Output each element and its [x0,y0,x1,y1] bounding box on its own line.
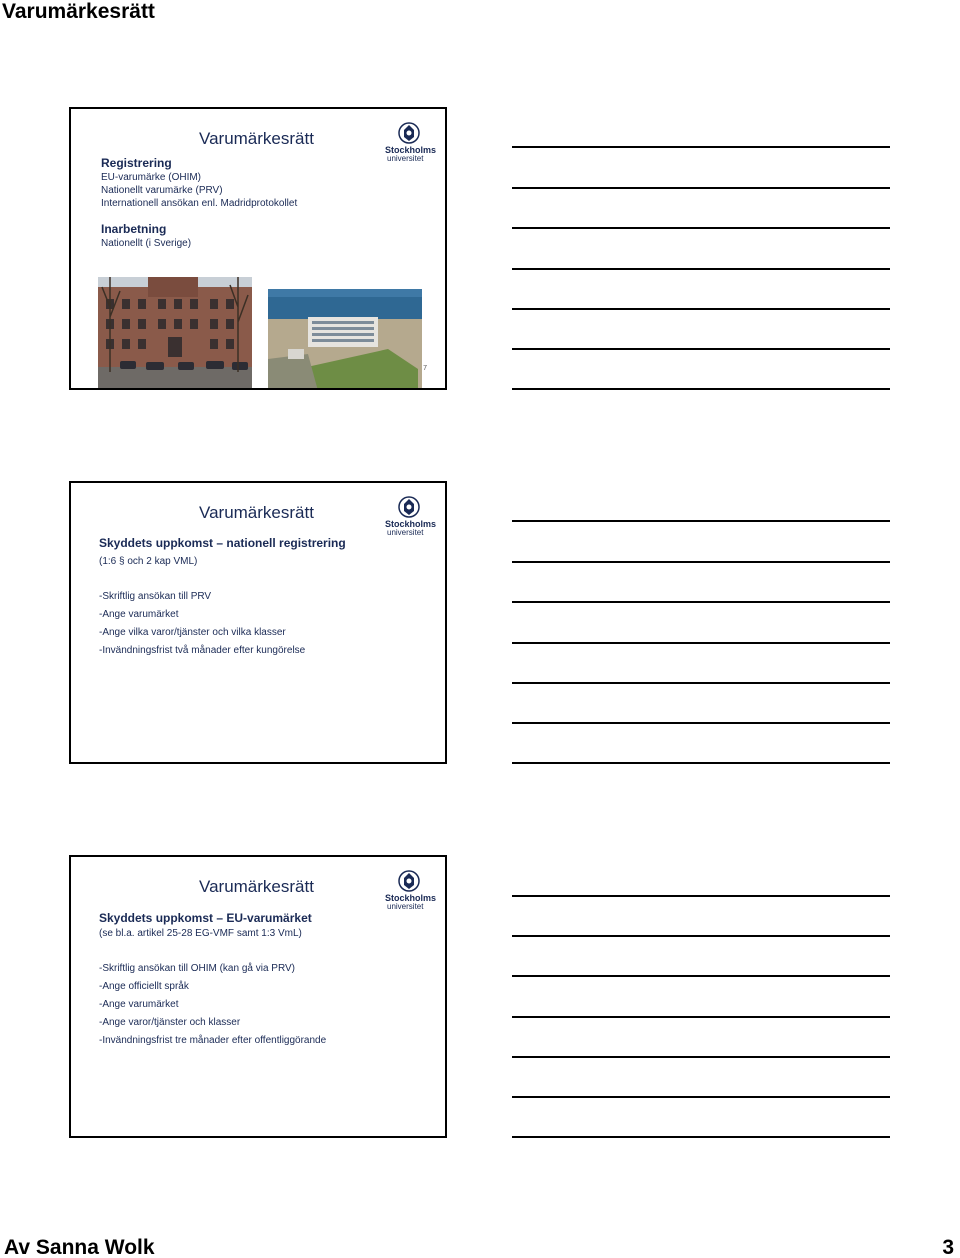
slide-heading: Skyddets uppkomst – nationell registrering [99,536,346,550]
list-item: -Skriftlig ansökan till PRV [99,591,212,602]
crest-icon [397,495,421,521]
page-title: Varumärkesrätt [2,0,155,23]
list-item: -Invändningsfrist tre månader efter offentliggörande [99,1035,327,1046]
note-line [512,146,890,148]
section-line: Internationell ansökan enl. Madridprotokollet [101,198,298,209]
section-line: EU-varumärke (OHIM) [101,172,202,183]
slide-heading: Skyddets uppkomst – EU-varumärket [99,911,312,925]
slide-title: Varumärkesrätt [199,503,314,522]
slide-subtext: (se bl.a. artikel 25-28 EG-VMF samt 1:3 VmL) [99,928,302,939]
note-line [512,762,890,764]
logo-name: Stockholms [385,145,437,155]
list-item: -Ange varor/tjänster och klasser [99,1017,241,1028]
list-item: -Skriftlig ansökan till OHIM (kan gå via PRV) [99,963,295,974]
list-item: -Ange varumärket [99,609,179,620]
list-item: -Ange vilka varor/tjänster och vilka klasser [99,627,286,638]
note-line [512,348,890,350]
section-line: Nationellt varumärke (PRV) [101,185,223,196]
note-line [512,1136,890,1138]
list-item: -Ange varumärket [99,999,179,1010]
seaside-complex-photo [268,289,422,390]
logo-subname: universitet [387,902,424,911]
slide-2 [69,481,447,764]
slide-title: Varumärkesrätt [199,877,314,896]
section-heading: Inarbetning [101,222,167,236]
bullet-list [99,588,305,660]
note-line [512,1016,890,1018]
slide-title: Varumärkesrätt [199,129,314,148]
footer-author: Av Sanna Wolk [4,1236,155,1258]
note-line [512,308,890,310]
note-line [512,975,890,977]
note-line [512,187,890,189]
logo-subname: universitet [387,528,424,537]
crest-icon [397,121,421,147]
logo-name: Stockholms [385,519,437,529]
slide-number: 7 [423,365,427,372]
logo-subname: universitet [387,154,424,163]
page-number: 3 [942,1236,954,1258]
university-logo [385,869,437,913]
note-line [512,227,890,229]
university-logo [385,121,437,165]
note-line [512,561,890,563]
crest-icon [397,869,421,895]
section-heading: Registrering [101,156,172,170]
note-line [512,935,890,937]
note-line [512,520,890,522]
note-line [512,1056,890,1058]
note-line [512,1096,890,1098]
building-photo [98,277,252,390]
section-line: Nationellt (i Sverige) [101,238,192,249]
note-line [512,682,890,684]
slide-3 [69,855,447,1138]
note-line [512,601,890,603]
note-line [512,722,890,724]
university-logo [385,495,437,539]
slide-1 [69,107,447,390]
bullet-list [99,960,326,1050]
list-item: -Ange officiellt språk [99,981,189,992]
note-line [512,388,890,390]
note-line [512,268,890,270]
slide-subtext: (1:6 § och 2 kap VML) [99,556,198,567]
logo-name: Stockholms [385,893,437,903]
note-line [512,895,890,897]
list-item: -Invändningsfrist två månader efter kungörelse [99,645,306,656]
note-line [512,642,890,644]
